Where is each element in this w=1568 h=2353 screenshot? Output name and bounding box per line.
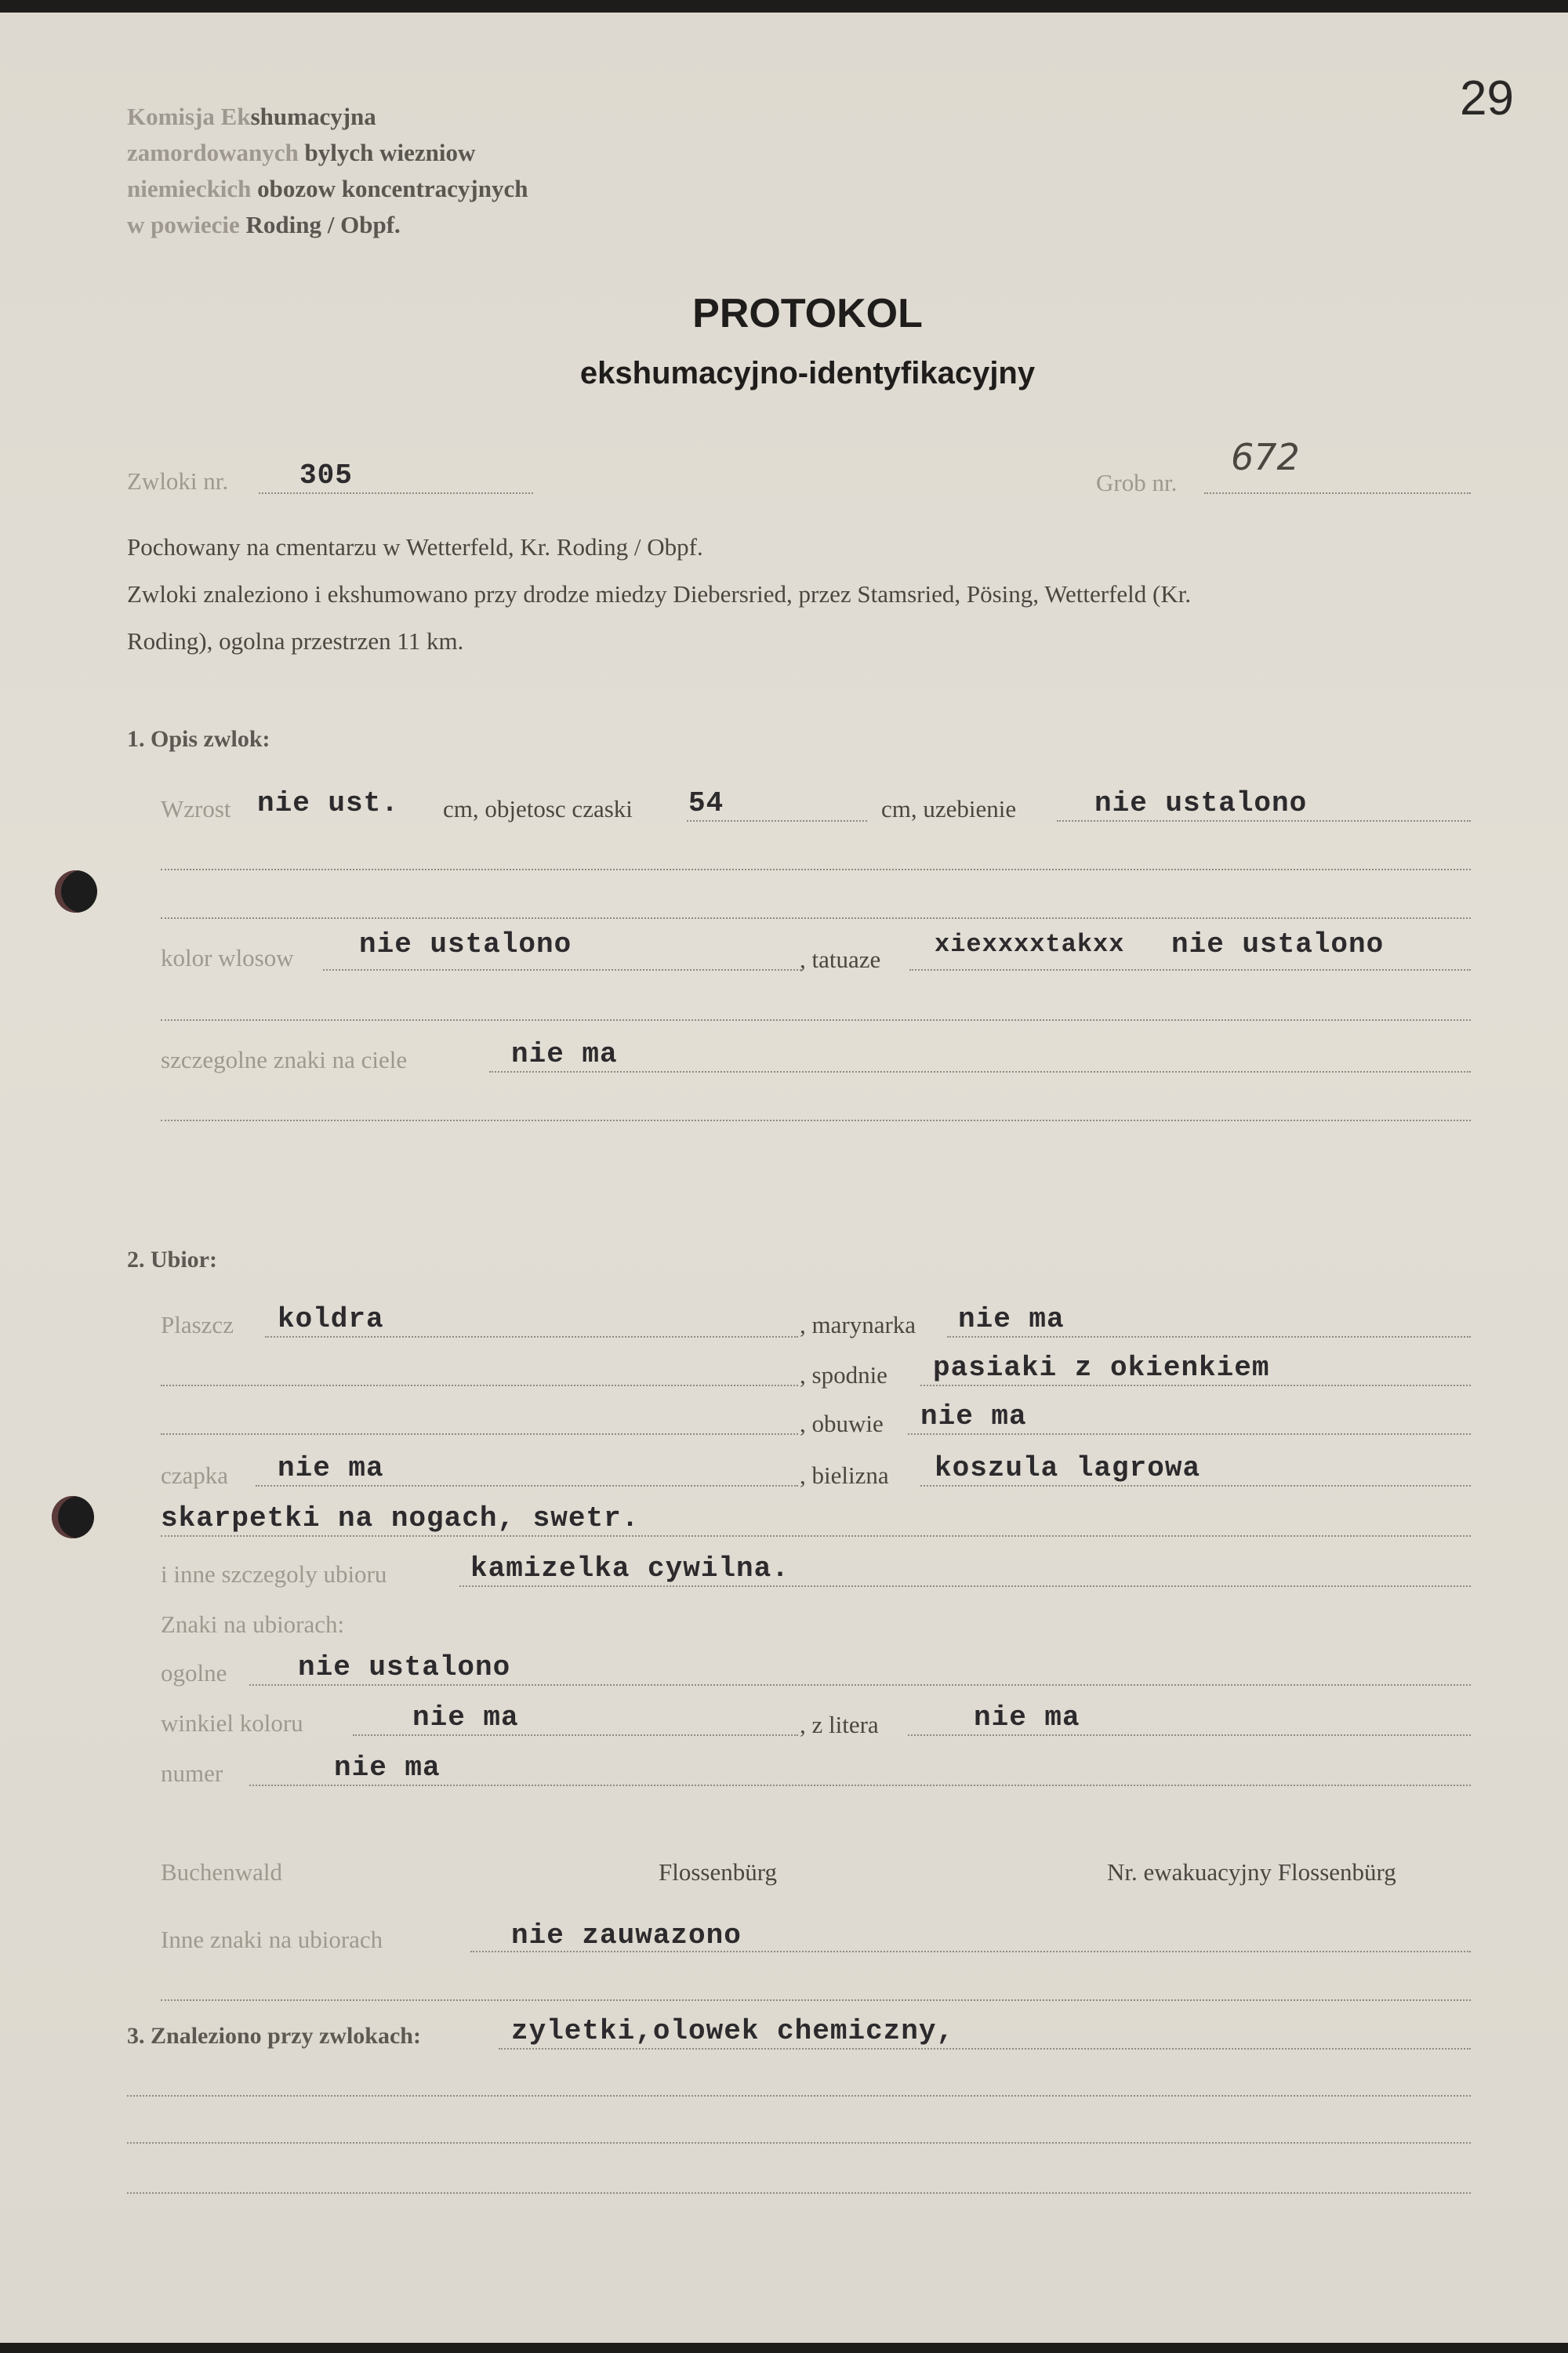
underwear-value: koszula lagrowa [935,1452,1201,1484]
document-subtitle: ekshumacyjno-identyfikacyjny [579,356,1036,390]
grave-no-dots [1204,492,1471,494]
body-no-label: Zwloki nr. [127,467,229,495]
skull-dots [687,820,867,822]
document-title: PROTOKOL [692,291,923,336]
shoes-left-dots [161,1433,798,1435]
shoes-label: , obuwie [800,1410,884,1437]
section-3-blank-line-3 [127,2192,1471,2194]
shoes-dots [908,1433,1471,1435]
socks-dots [161,1535,1471,1537]
section-1-blank-line-1 [161,869,1471,870]
trousers-value: pasiaki z okienkiem [933,1352,1270,1384]
socks-value: skarpetki na nogach, swetr. [161,1502,640,1534]
trousers-dots [920,1385,1471,1386]
coat-dots [265,1336,798,1338]
triangle-label: winkiel koloru [161,1709,303,1737]
other-clothing-marks-label: Inne znaki na ubiorach [161,1926,383,1953]
section-1-heading: 1. Opis zwlok: [127,726,270,752]
section-1-blank-line-3 [161,1019,1471,1021]
cap-dots [256,1485,798,1487]
section-2-heading: 2. Ubior: [127,1247,217,1273]
burial-line: Pochowany na cmentarzu w Wetterfeld, Kr. Roding / Obpf. [127,533,703,561]
body-no-dots [259,492,533,494]
underwear-label: , bielizna [800,1462,889,1489]
number-value: nie ma [334,1752,441,1784]
teeth-dots [1057,820,1471,822]
cap-value: nie ma [278,1452,384,1484]
trousers-left-dots [161,1385,798,1386]
cap-label: czapka [161,1462,229,1489]
height-label: Wzrost [161,795,231,822]
skull-value: 54 [688,787,724,819]
shoes-value: nie ma [920,1400,1027,1432]
letter-dots [908,1734,1471,1736]
hair-label: kolor wlosow [161,944,294,971]
header-line-3-rest: obozow koncentracyjnych [251,175,528,202]
other-clothing-label: i inne szczegoly ubioru [161,1560,387,1588]
teeth-label: cm, uzebienie [881,795,1017,822]
other-clothing-dots [459,1585,1471,1587]
grave-no-value: 672 [1231,436,1300,478]
coat-label: Plaszcz [161,1311,234,1338]
tattoo-dots [909,969,1471,971]
section-2-blank-line [161,1999,1471,2001]
found-line-2: Roding), ogolna przestrzen 11 km. [127,627,464,655]
underwear-dots [920,1485,1471,1487]
found-line-1: Zwloki znaleziono i ekshumowano przy drodze miedzy Diebersried, przez Stamsried, Pösing, Wetterfeld (Kr. [127,580,1192,608]
camp-buchenwald: Buchenwald [161,1858,282,1886]
header-line-3 [127,171,528,207]
number-dots [249,1785,1471,1786]
height-value: nie ust. [257,787,399,819]
body-marks-dots [489,1071,1471,1073]
hair-value: nie ustalono [359,928,572,960]
triangle-value: nie ma [412,1701,519,1734]
header-line-1 [127,99,376,135]
punch-hole-top [55,870,97,913]
scan-edge-bottom [0,2343,1568,2353]
section-3-value: zyletki,olowek chemiczny, [511,2015,955,2047]
body-marks-value: nie ma [511,1038,618,1070]
general-marks-dots [249,1684,1471,1686]
header-line-3-pale: niemieckich [127,175,252,202]
section-3-dots [499,2048,1471,2050]
header-line-4-pale: w powiecie [127,211,240,238]
other-clothing-value: kamizelka cywilna. [470,1552,789,1585]
section-3-blank-line-1 [127,2095,1471,2097]
hair-dots [323,969,801,971]
header-line-1-rest: shumacyjna [250,103,376,130]
teeth-value: nie ustalono [1094,787,1308,819]
punch-hole-bottom [52,1496,94,1538]
letter-value: nie ma [974,1701,1080,1734]
section-3-blank-line-2 [127,2142,1471,2144]
body-marks-label: szczegolne znaki na ciele [161,1046,408,1073]
triangle-dots [353,1734,798,1736]
grave-no-label: Grob nr. [1096,469,1178,496]
clothing-marks-label: Znaki na ubiorach: [161,1610,345,1638]
general-marks-value: nie ustalono [298,1651,511,1683]
header-line-4-rest: Roding / Obpf. [239,211,401,238]
scan-edge-top [0,0,1568,13]
header-line-2 [127,135,475,171]
number-label: numer [161,1759,223,1787]
tattoo-struck-text: xiexxxxtakxx [935,930,1125,959]
other-clothing-marks-value: nie zauwazono [511,1919,742,1952]
page-number: 29 [1460,71,1514,125]
tattoo-value: nie ustalono [1171,928,1385,960]
jacket-label: , marynarka [800,1311,916,1338]
evacuation-number-label: Nr. ewakuacyjny Flossenbürg [1107,1858,1396,1886]
header-line-2-rest: bylych wiezniow [298,139,476,166]
camp-flossenburg: Flossenbürg [659,1858,778,1886]
body-no-value: 305 [299,459,353,492]
header-line-2-pale: zamordowanych [127,139,299,166]
section-1-blank-line-4 [161,1120,1471,1121]
jacket-dots [947,1336,1471,1338]
coat-value: koldra [278,1303,384,1335]
jacket-value: nie ma [958,1303,1065,1335]
tattoo-label: , tatuaze [800,946,881,973]
section-3-label: 3. Znaleziono przy zwlokach: [127,2023,421,2049]
header-line-1-pale: Komisja Ek [127,103,251,130]
section-1-blank-line-2 [161,917,1471,919]
header-line-4 [127,207,401,243]
trousers-label: , spodnie [800,1361,887,1389]
general-marks-label: ogolne [161,1659,227,1687]
letter-label: , z litera [800,1711,879,1738]
skull-label: cm, objetosc czaski [443,795,633,822]
